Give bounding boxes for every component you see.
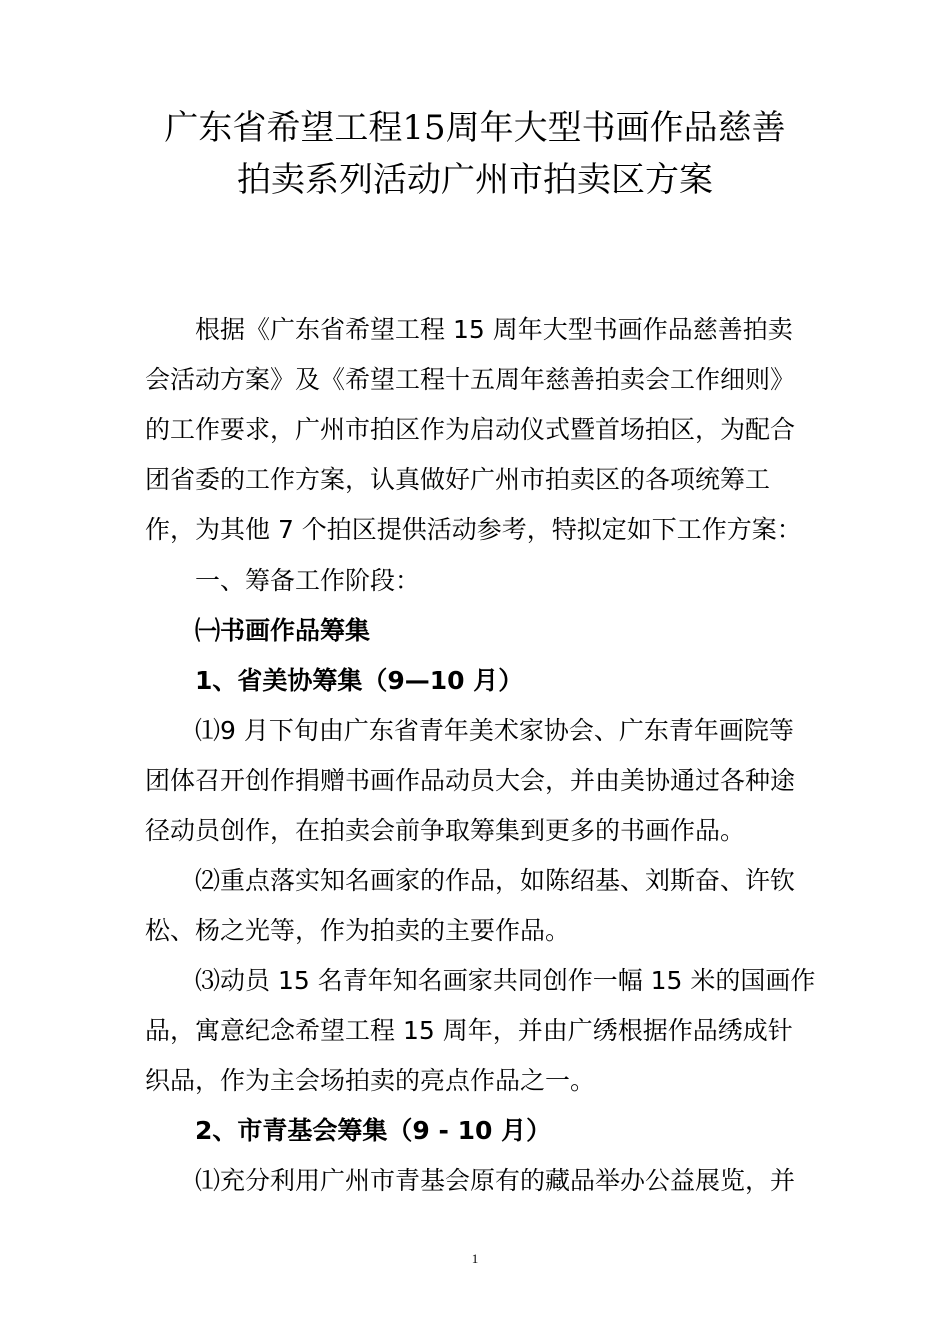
paragraph-line: 会活动方案》及《希望工程十五周年慈善拍卖会工作细则》 <box>145 365 796 394</box>
page-number: 1 <box>471 1251 479 1266</box>
paragraph-line: 织品，作为主会场拍卖的亮点作品之一。 <box>145 1066 596 1095</box>
paragraph-line: 品，寓意纪念希望工程 15 周年，并由广绣根据作品绣成针 <box>145 1016 793 1045</box>
paragraph-line: 团体召开创作捐赠书画作品动员大会，并由美协通过各种途 <box>145 766 796 795</box>
paragraph-line: 松、杨之光等，作为拍卖的主要作品。 <box>145 916 571 945</box>
subsection-heading: ㈠书画作品筹集 <box>195 616 371 645</box>
paragraph-line: ⑵重点落实知名画家的作品，如陈绍基、刘斯奋、许钦 <box>195 866 796 895</box>
item-heading: 1、省美协筹集（9—10 月） <box>195 666 524 695</box>
section-heading: 一、筹备工作阶段： <box>195 566 421 595</box>
paragraph-line: ⑴充分利用广州市青基会原有的藏品举办公益展览，并 <box>195 1166 796 1195</box>
document-title-line-2: 拍卖系列活动广州市拍卖区方案 <box>237 160 713 200</box>
paragraph-line: 作，为其他 7 个拍区提供活动参考，特拟定如下工作方案： <box>145 515 802 544</box>
paragraph-line: 的工作要求，广州市拍区作为启动仪式暨首场拍区，为配合 <box>145 415 796 444</box>
paragraph-line: 团省委的工作方案，认真做好广州市拍卖区的各项统筹工 <box>145 465 771 494</box>
paragraph-line: 径动员创作，在拍卖会前争取筹集到更多的书画作品。 <box>145 816 746 845</box>
paragraph-line: ⑴9 月下旬由广东省青年美术家协会、广东青年画院等 <box>195 716 794 745</box>
document-title-line-1: 广东省希望工程15周年大型书画作品慈善 <box>164 108 786 148</box>
paragraph-line: ⑶动员 15 名青年知名画家共同创作一幅 15 米的国画作 <box>195 966 816 995</box>
item-heading: 2、市青基会筹集（9 - 10 月） <box>195 1116 552 1145</box>
paragraph-line: 根据《广东省希望工程 15 周年大型书画作品慈善拍卖 <box>195 315 793 344</box>
